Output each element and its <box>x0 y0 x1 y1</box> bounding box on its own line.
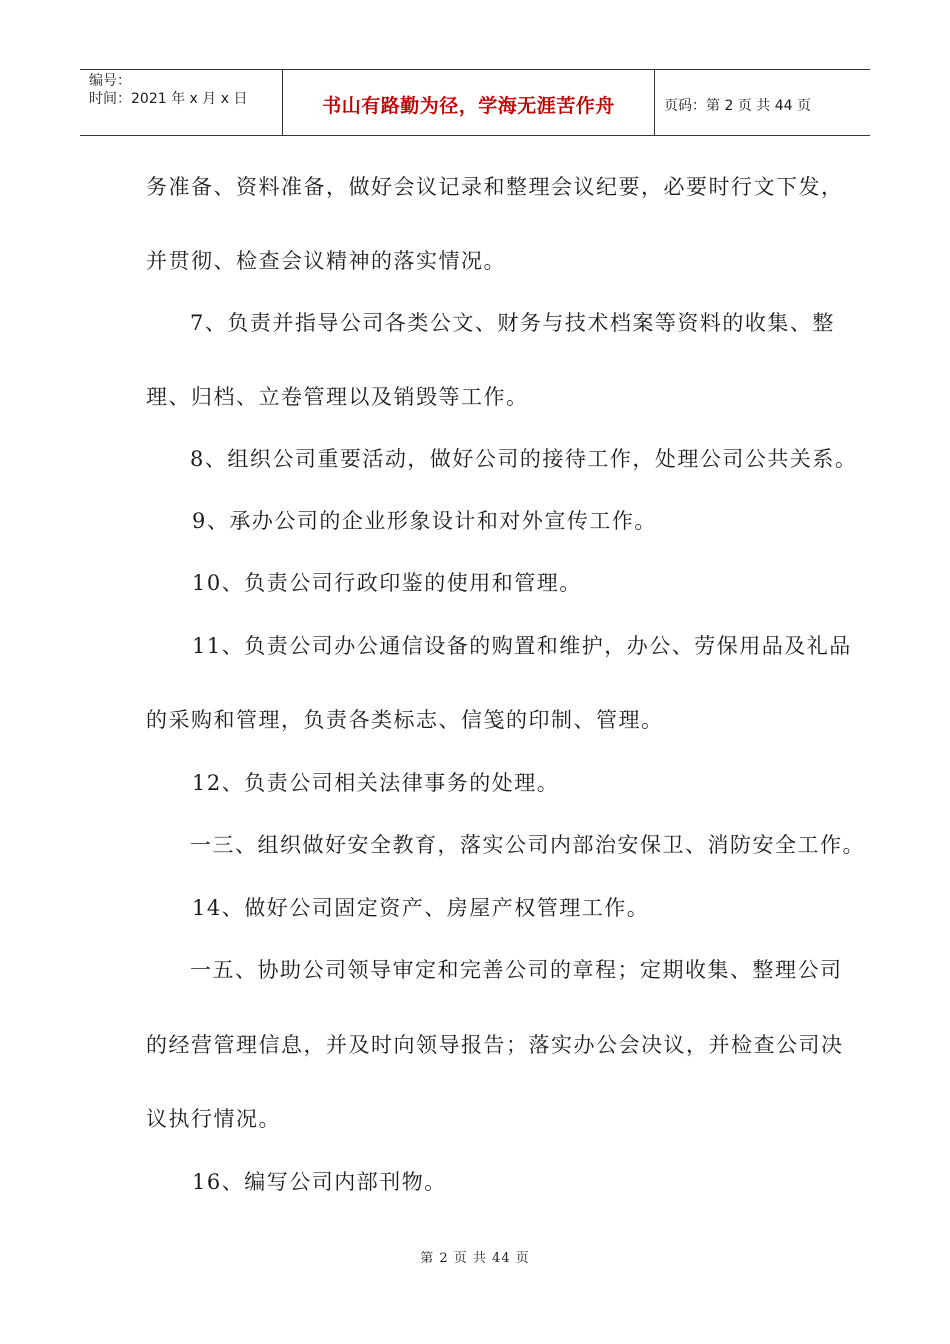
body-line-9: 的采购和管理，负责各类标志、信笺的印制、管理。 <box>146 708 664 732</box>
page-header <box>80 69 870 136</box>
document-date-label: 时间：2021 年 x 月 x 日 <box>89 91 248 107</box>
header-motto-cell <box>283 70 655 135</box>
body-line-12: 14、做好公司固定资产、房屋产权管理工作。 <box>192 896 650 920</box>
body-line-3: 7、负责并指导公司各类公文、财务与技术档案等资料的收集、整 <box>190 311 835 335</box>
body-line-14: 的经营管理信息，并及时向领导报告；落实办公会决议，并检查公司决 <box>146 1033 844 1057</box>
body-line-15: 议执行情况。 <box>146 1107 281 1131</box>
body-line-11: 一三、组织做好安全教育，落实公司内部治安保卫、消防安全工作。 <box>190 833 865 857</box>
body-line-16: 16、编写公司内部刊物。 <box>192 1170 447 1194</box>
body-line-7: 10、负责公司行政印鉴的使用和管理。 <box>192 571 582 595</box>
body-line-2: 并贯彻、检查会议精神的落实情况。 <box>146 249 506 273</box>
body-line-1: 务准备、资料准备，做好会议记录和整理会议纪要，必要时行文下发， <box>146 175 844 199</box>
header-page-info: 页码：第 2 页 共 44 页 <box>664 97 811 114</box>
body-line-8: 11、负责公司办公通信设备的购置和维护，办公、劳保用品及礼品 <box>192 634 852 658</box>
body-line-10: 12、负责公司相关法律事务的处理。 <box>192 771 560 795</box>
header-page-cell <box>655 70 870 135</box>
document-number-label: 编号： <box>89 73 131 89</box>
body-line-4: 理、归档、立卷管理以及销毁等工作。 <box>146 385 529 409</box>
body-line-13: 一五、协助公司领导审定和完善公司的章程；定期收集、整理公司 <box>190 958 843 982</box>
body-line-6: 9、承办公司的企业形象设计和对外宣传工作。 <box>192 509 657 533</box>
page-footer: 第 2 页 共 44 页 <box>420 1251 530 1266</box>
header-meta-cell <box>80 70 283 135</box>
header-motto: 书山有路勤为径，学海无涯苦作舟 <box>322 95 615 117</box>
body-line-5: 8、组织公司重要活动，做好公司的接待工作，处理公司公共关系。 <box>190 447 858 471</box>
